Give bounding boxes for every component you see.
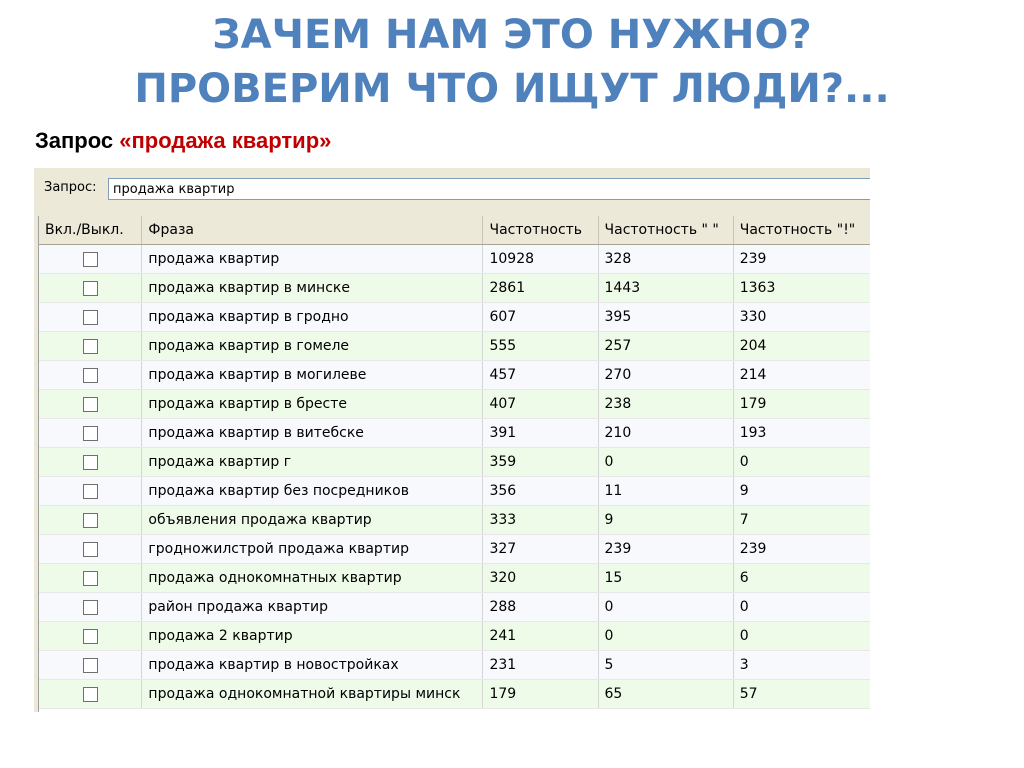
frequency-exclamation-cell: 3: [733, 651, 870, 680]
row-toggle-cell: [39, 535, 142, 564]
frequency-cell: 407: [483, 390, 598, 419]
subtitle-prefix: Запрос: [35, 128, 120, 153]
frequency-exclamation-cell: 57: [733, 680, 870, 709]
frequency-cell: 288: [483, 593, 598, 622]
frequency-quotes-cell: 65: [598, 680, 733, 709]
phrase-cell: продажа квартир в витебске: [142, 419, 483, 448]
frequency-quotes-cell: 328: [598, 245, 733, 274]
frequency-cell: 457: [483, 361, 598, 390]
column-header-phrase[interactable]: Фраза: [142, 216, 483, 245]
frequency-quotes-cell: 395: [598, 303, 733, 332]
frequency-quotes-cell: 238: [598, 390, 733, 419]
row-toggle-cell: [39, 680, 142, 709]
row-toggle-cell: [39, 564, 142, 593]
frequency-exclamation-cell: 0: [733, 593, 870, 622]
phrase-cell: продажа однокомнатных квартир: [142, 564, 483, 593]
row-checkbox[interactable]: [83, 571, 98, 586]
query-input[interactable]: [108, 178, 870, 200]
row-checkbox[interactable]: [83, 629, 98, 644]
row-toggle-cell: [39, 245, 142, 274]
phrase-cell: продажа квартир без посредников: [142, 477, 483, 506]
row-toggle-cell: [39, 303, 142, 332]
frequency-exclamation-cell: 0: [733, 622, 870, 651]
phrase-cell: продажа однокомнатной квартиры минск: [142, 680, 483, 709]
row-checkbox[interactable]: [83, 310, 98, 325]
row-toggle-cell: [39, 651, 142, 680]
phrase-cell: продажа квартир в могилеве: [142, 361, 483, 390]
frequency-cell: 241: [483, 622, 598, 651]
frequency-quotes-cell: 257: [598, 332, 733, 361]
results-grid: [38, 216, 870, 712]
table-row[interactable]: [39, 332, 870, 361]
query-row: [34, 168, 870, 216]
title-line-1: ЗАЧЕМ НАМ ЭТО НУЖНО?: [212, 12, 812, 58]
frequency-cell: 327: [483, 535, 598, 564]
frequency-cell: 356: [483, 477, 598, 506]
row-checkbox[interactable]: [83, 252, 98, 267]
phrase-cell: продажа квартир в гомеле: [142, 332, 483, 361]
row-checkbox[interactable]: [83, 687, 98, 702]
row-toggle-cell: [39, 448, 142, 477]
frequency-cell: 320: [483, 564, 598, 593]
frequency-cell: 10928: [483, 245, 598, 274]
frequency-quotes-cell: 0: [598, 593, 733, 622]
frequency-cell: 391: [483, 419, 598, 448]
frequency-exclamation-cell: 204: [733, 332, 870, 361]
frequency-exclamation-cell: 1363: [733, 274, 870, 303]
subtitle-query: «продажа квартир»: [119, 128, 332, 153]
row-toggle-cell: [39, 390, 142, 419]
table-row[interactable]: [39, 361, 870, 390]
row-checkbox[interactable]: [83, 281, 98, 296]
frequency-exclamation-cell: 9: [733, 477, 870, 506]
row-checkbox[interactable]: [83, 339, 98, 354]
column-header-frequency-quotes[interactable]: Частотность " ": [598, 216, 733, 245]
row-toggle-cell: [39, 593, 142, 622]
frequency-exclamation-cell: 239: [733, 245, 870, 274]
frequency-quotes-cell: 0: [598, 448, 733, 477]
row-checkbox[interactable]: [83, 484, 98, 499]
frequency-quotes-cell: 210: [598, 419, 733, 448]
row-checkbox[interactable]: [83, 542, 98, 557]
frequency-exclamation-cell: 6: [733, 564, 870, 593]
title-line-2: ПРОВЕРИМ ЧТО ИЩУТ ЛЮДИ?...: [134, 66, 890, 112]
row-checkbox[interactable]: [83, 397, 98, 412]
table-row[interactable]: [39, 245, 870, 274]
row-checkbox[interactable]: [83, 455, 98, 470]
table-row[interactable]: [39, 651, 870, 680]
frequency-exclamation-cell: 214: [733, 361, 870, 390]
query-label: Запрос:: [44, 180, 97, 195]
phrase-cell: район продажа квартир: [142, 593, 483, 622]
table-row[interactable]: [39, 303, 870, 332]
frequency-cell: 359: [483, 448, 598, 477]
frequency-cell: 607: [483, 303, 598, 332]
column-header-frequency[interactable]: Частотность: [483, 216, 598, 245]
results-table: [39, 216, 870, 709]
table-row[interactable]: [39, 593, 870, 622]
frequency-cell: 231: [483, 651, 598, 680]
table-row[interactable]: [39, 564, 870, 593]
table-row[interactable]: [39, 419, 870, 448]
frequency-quotes-cell: 0: [598, 622, 733, 651]
table-body: [39, 245, 870, 709]
frequency-exclamation-cell: 193: [733, 419, 870, 448]
table-row[interactable]: [39, 274, 870, 303]
table-row[interactable]: [39, 477, 870, 506]
phrase-cell: продажа квартир в новостройках: [142, 651, 483, 680]
table-row[interactable]: [39, 506, 870, 535]
table-row[interactable]: [39, 680, 870, 709]
phrase-cell: продажа квартир в гродно: [142, 303, 483, 332]
table-row[interactable]: [39, 535, 870, 564]
row-checkbox[interactable]: [83, 658, 98, 673]
row-checkbox[interactable]: [83, 600, 98, 615]
frequency-quotes-cell: 5: [598, 651, 733, 680]
query-subtitle: [35, 128, 331, 154]
table-row[interactable]: [39, 622, 870, 651]
frequency-quotes-cell: 239: [598, 535, 733, 564]
phrase-cell: объявления продажа квартир: [142, 506, 483, 535]
slide-title: [0, 8, 1024, 116]
keyword-tool-window: [34, 168, 870, 712]
frequency-exclamation-cell: 330: [733, 303, 870, 332]
row-checkbox[interactable]: [83, 513, 98, 528]
frequency-exclamation-cell: 179: [733, 390, 870, 419]
frequency-cell: 333: [483, 506, 598, 535]
frequency-exclamation-cell: 7: [733, 506, 870, 535]
row-toggle-cell: [39, 506, 142, 535]
table-row[interactable]: [39, 448, 870, 477]
row-toggle-cell: [39, 274, 142, 303]
frequency-quotes-cell: 1443: [598, 274, 733, 303]
phrase-cell: гродножилстрой продажа квартир: [142, 535, 483, 564]
phrase-cell: продажа квартир: [142, 245, 483, 274]
frequency-cell: 555: [483, 332, 598, 361]
row-toggle-cell: [39, 477, 142, 506]
frequency-exclamation-cell: 239: [733, 535, 870, 564]
table-row[interactable]: [39, 390, 870, 419]
phrase-cell: продажа 2 квартир: [142, 622, 483, 651]
column-header-toggle[interactable]: Вкл./Выкл.: [39, 216, 142, 245]
row-toggle-cell: [39, 622, 142, 651]
phrase-cell: продажа квартир в бресте: [142, 390, 483, 419]
frequency-exclamation-cell: 0: [733, 448, 870, 477]
row-checkbox[interactable]: [83, 426, 98, 441]
frequency-cell: 2861: [483, 274, 598, 303]
frequency-quotes-cell: 15: [598, 564, 733, 593]
row-toggle-cell: [39, 332, 142, 361]
row-checkbox[interactable]: [83, 368, 98, 383]
row-toggle-cell: [39, 419, 142, 448]
phrase-cell: продажа квартир в минске: [142, 274, 483, 303]
phrase-cell: продажа квартир г: [142, 448, 483, 477]
frequency-quotes-cell: 11: [598, 477, 733, 506]
row-toggle-cell: [39, 361, 142, 390]
frequency-quotes-cell: 270: [598, 361, 733, 390]
frequency-quotes-cell: 9: [598, 506, 733, 535]
column-header-frequency-exclamation[interactable]: Частотность "!": [733, 216, 870, 245]
table-header-row: [39, 216, 870, 245]
frequency-cell: 179: [483, 680, 598, 709]
